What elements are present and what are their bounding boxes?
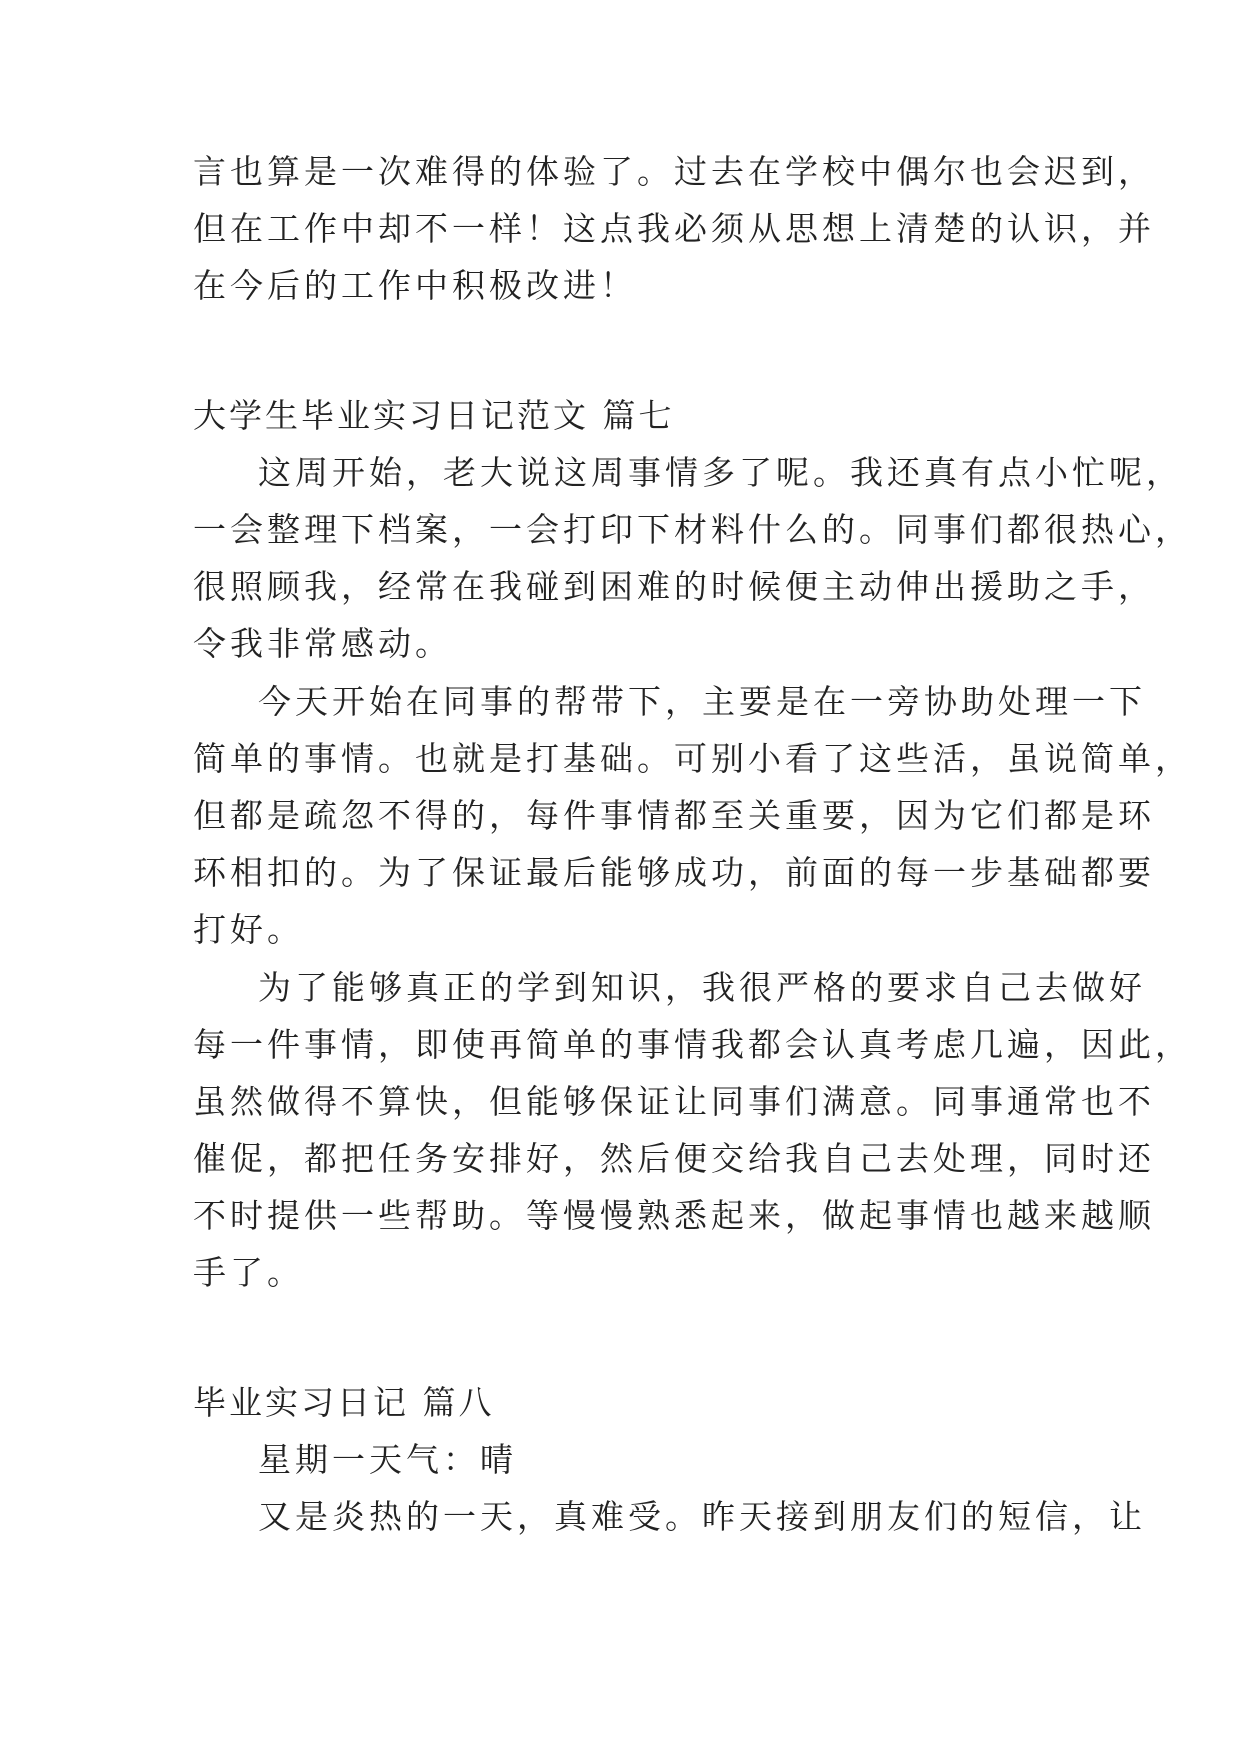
text-line: 但都是疏忽不得的，每件事情都至关重要，因为它们都是环 <box>193 796 1155 835</box>
text-line: 很照顾我，经常在我碰到困难的时候便主动伸出援助之手， <box>193 567 1155 606</box>
text-line: 手了。 <box>193 1253 304 1292</box>
text-line: 今天开始在同事的帮带下，主要是在一旁协助处理一下 <box>258 682 1146 721</box>
text-line: 令我非常感动。 <box>193 624 452 663</box>
text-line: 打好。 <box>193 910 304 949</box>
text-line: 为了能够真正的学到知识，我很严格的要求自己去做好 <box>258 968 1146 1007</box>
section-heading: 大学生毕业实习日记范文 篇七 <box>193 396 675 435</box>
section-heading: 毕业实习日记 篇八 <box>193 1383 495 1422</box>
text-line: 环相扣的。为了保证最后能够成功，前面的每一步基础都要 <box>193 853 1155 892</box>
text-line: 但在工作中却不一样！这点我必须从思想上清楚的认识，并 <box>193 209 1155 248</box>
text-line: 不时提供一些帮助。等慢慢熟悉起来，做起事情也越来越顺 <box>193 1196 1155 1235</box>
text-line: 这周开始，老大说这周事情多了呢。我还真有点小忙呢， <box>258 453 1183 492</box>
text-line: 言也算是一次难得的体验了。过去在学校中偶尔也会迟到， <box>193 152 1155 191</box>
text-line: 催促，都把任务安排好，然后便交给我自己去处理，同时还 <box>193 1139 1155 1178</box>
text-line: 又是炎热的一天，真难受。昨天接到朋友们的短信，让 <box>258 1497 1146 1536</box>
text-line: 简单的事情。也就是打基础。可别小看了这些活，虽说简单， <box>193 739 1192 778</box>
text-line: 每一件事情，即使再简单的事情我都会认真考虑几遍，因此， <box>193 1025 1192 1064</box>
text-line: 在今后的工作中积极改进！ <box>193 266 637 305</box>
text-line: 一会整理下档案，一会打印下材料什么的。同事们都很热心， <box>193 510 1192 549</box>
text-line: 星期一天气：晴 <box>258 1440 517 1479</box>
text-line: 虽然做得不算快，但能够保证让同事们满意。同事通常也不 <box>193 1082 1155 1121</box>
